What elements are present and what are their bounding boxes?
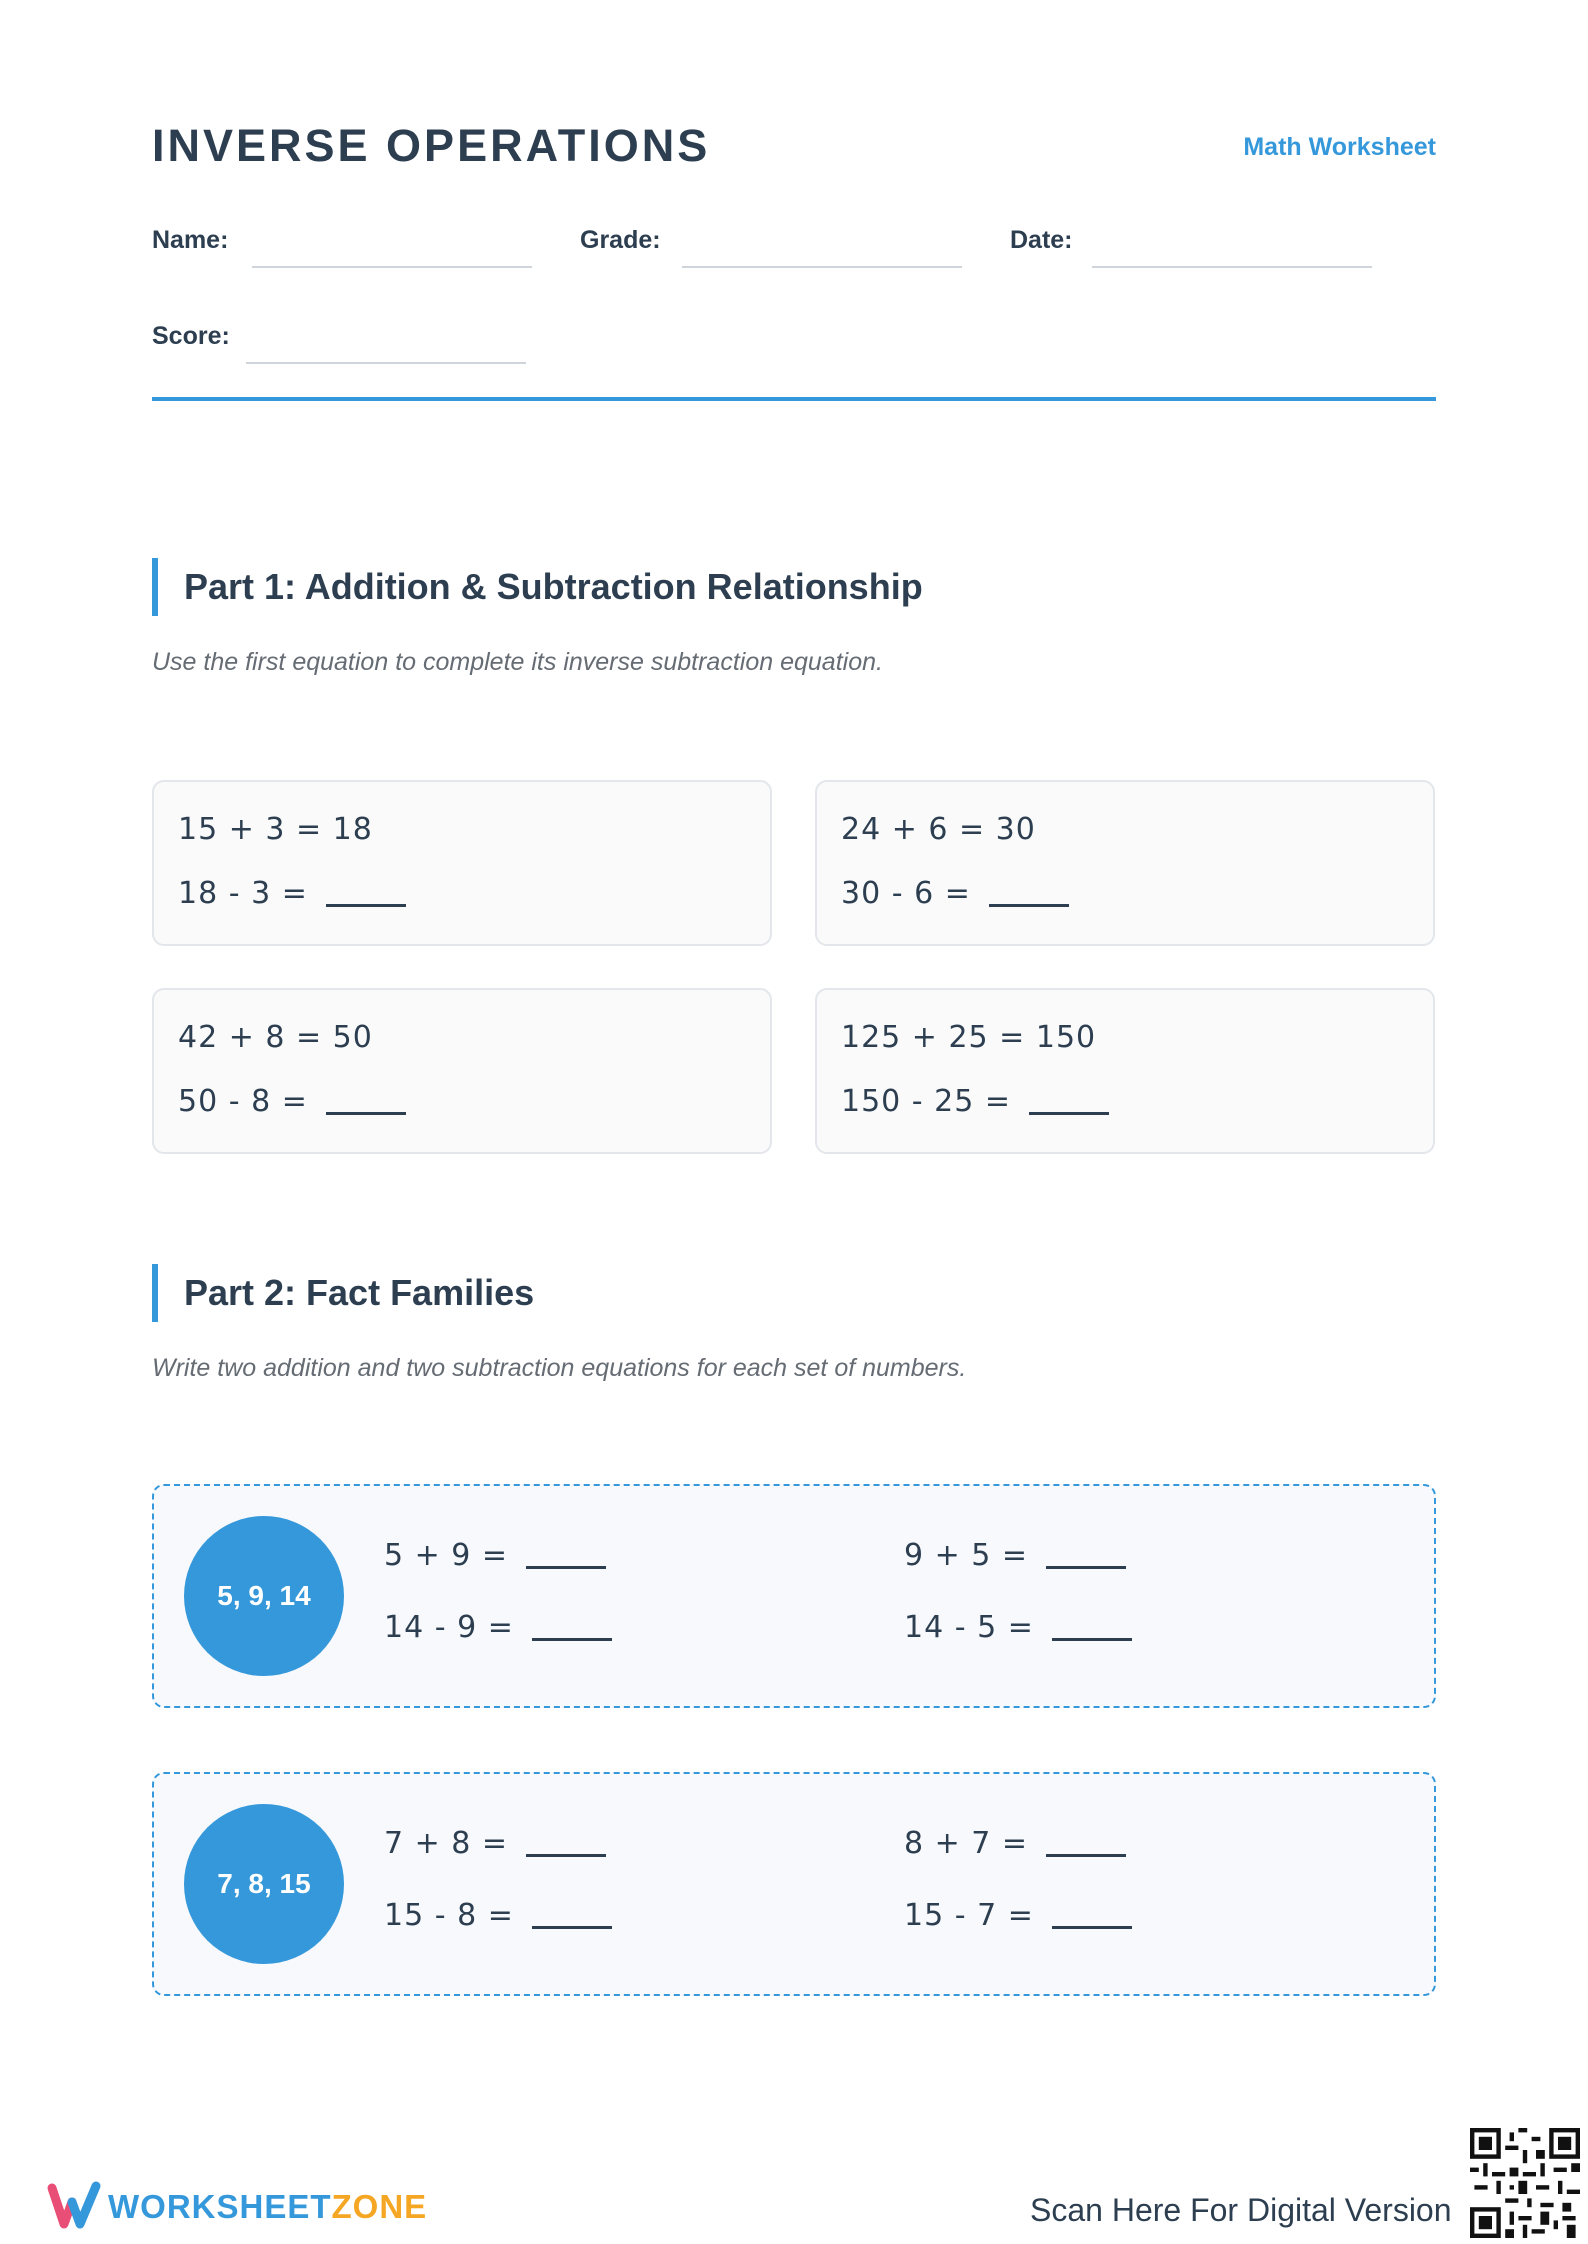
equation-prompt: 14 - 9 = xyxy=(384,1610,514,1645)
given-equation: 15 + 3 = 18 xyxy=(178,812,373,847)
score-field[interactable] xyxy=(246,362,526,364)
part1-heading: Part 1: Addition & Subtraction Relationship xyxy=(152,558,923,616)
fact-equation xyxy=(904,1826,1126,1861)
answer-blank[interactable] xyxy=(532,1926,612,1929)
fact-equation xyxy=(904,1538,1126,1573)
score-label: Score: xyxy=(152,322,230,350)
part2-instruction: Write two addition and two subtraction equations for each set of numbers. xyxy=(152,1354,967,1382)
equation-prompt: 9 + 5 = xyxy=(904,1538,1029,1573)
given-equation: 42 + 8 = 50 xyxy=(178,1020,373,1055)
qr-code-icon[interactable] xyxy=(1470,2128,1580,2238)
problem-card xyxy=(815,780,1435,946)
answer-blank[interactable] xyxy=(326,1112,406,1115)
grade-label: Grade: xyxy=(580,226,661,254)
fact-equation xyxy=(384,1538,606,1573)
equation-prompt: 150 - 25 = xyxy=(841,1084,1012,1119)
fact-equation xyxy=(384,1610,612,1645)
logo-text-part1: WORKSHEET xyxy=(108,2188,332,2225)
grade-field[interactable] xyxy=(682,266,962,268)
equation-prompt: 18 - 3 = xyxy=(178,876,308,911)
given-equation: 24 + 6 = 30 xyxy=(841,812,1036,847)
given-equation: 125 + 25 = 150 xyxy=(841,1020,1097,1055)
answer-blank[interactable] xyxy=(326,904,406,907)
equation-prompt: 5 + 9 = xyxy=(384,1538,509,1573)
worksheetzone-logo-icon xyxy=(46,2178,102,2234)
answer-blank[interactable] xyxy=(1046,1854,1126,1857)
problem-card xyxy=(815,988,1435,1154)
equation-prompt: 30 - 6 = xyxy=(841,876,971,911)
fact-equation xyxy=(904,1898,1132,1933)
scan-instruction: Scan Here For Digital Version xyxy=(1030,2192,1452,2228)
inverse-equation xyxy=(178,876,406,911)
inverse-equation xyxy=(841,1084,1109,1119)
answer-blank[interactable] xyxy=(526,1566,606,1569)
answer-blank[interactable] xyxy=(989,904,1069,907)
page-title: INVERSE OPERATIONS xyxy=(152,120,711,171)
date-field[interactable] xyxy=(1092,266,1372,268)
answer-blank[interactable] xyxy=(1052,1638,1132,1641)
name-field[interactable] xyxy=(252,266,532,268)
header-divider xyxy=(152,397,1436,401)
fact-equation xyxy=(384,1826,606,1861)
fact-family-card xyxy=(152,1484,1436,1708)
logo-text-part2: ZONE xyxy=(331,2188,428,2225)
fact-equation xyxy=(904,1610,1132,1645)
answer-blank[interactable] xyxy=(526,1854,606,1857)
problem-card xyxy=(152,780,772,946)
equation-prompt: 14 - 5 = xyxy=(904,1610,1034,1645)
answer-blank[interactable] xyxy=(1029,1112,1109,1115)
inverse-equation xyxy=(178,1084,406,1119)
worksheetzone-logo-text xyxy=(108,2188,427,2226)
equation-prompt: 7 + 8 = xyxy=(384,1826,509,1861)
answer-blank[interactable] xyxy=(532,1638,612,1641)
date-label: Date: xyxy=(1010,226,1073,254)
worksheet-type-label: Math Worksheet xyxy=(1243,133,1436,161)
answer-blank[interactable] xyxy=(1046,1566,1126,1569)
problem-card xyxy=(152,988,772,1154)
equation-prompt: 8 + 7 = xyxy=(904,1826,1029,1861)
inverse-equation xyxy=(841,876,1069,911)
equation-prompt: 15 - 7 = xyxy=(904,1898,1034,1933)
name-label: Name: xyxy=(152,226,229,254)
fact-equation xyxy=(384,1898,612,1933)
fact-family-card xyxy=(152,1772,1436,1996)
number-set-badge: 5, 9, 14 xyxy=(184,1516,344,1676)
answer-blank[interactable] xyxy=(1052,1926,1132,1929)
part1-instruction: Use the first equation to complete its inverse subtraction equation. xyxy=(152,648,883,676)
part2-heading: Part 2: Fact Families xyxy=(152,1264,534,1322)
number-set-badge: 7, 8, 15 xyxy=(184,1804,344,1964)
equation-prompt: 50 - 8 = xyxy=(178,1084,308,1119)
equation-prompt: 15 - 8 = xyxy=(384,1898,514,1933)
